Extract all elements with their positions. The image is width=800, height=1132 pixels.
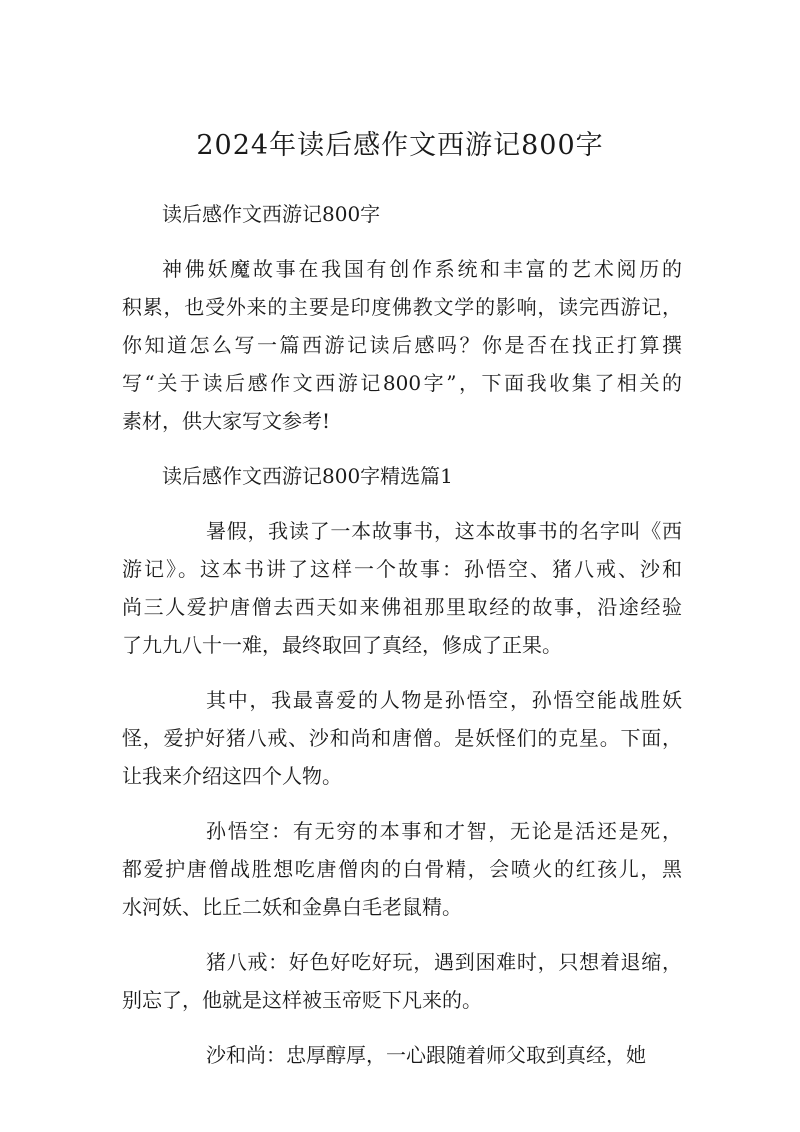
text-line: 游记》。这本书讲了这样一个故事：孙悟空、猪八戒、沙和 <box>122 557 682 581</box>
text-line: 让我来介绍这四个人物。 <box>122 764 342 788</box>
paragraph <box>122 250 682 440</box>
paragraph-gap <box>122 664 682 681</box>
paragraph-gap <box>122 1019 682 1036</box>
text-line: 别忘了，他就是这样被玉帝贬下凡来的。 <box>122 988 482 1012</box>
paragraph <box>122 943 682 1019</box>
text-line: 暑假，我读了一本故事书，这本故事书的名字叫《西 <box>206 519 682 543</box>
text-line: 其中，我最喜爱的人物是孙悟空，孙悟空能战胜妖 <box>206 688 682 712</box>
text-line: 尚三人爱护唐僧去西天如来佛祖那里取经的故事，沿途经验 <box>122 595 682 619</box>
document-body <box>122 195 682 1074</box>
text-line: 都爱护唐僧战胜想吃唐僧肉的白骨精，会喷火的红孩儿，黑 <box>122 857 682 881</box>
paragraph <box>122 512 682 664</box>
text-line: 你知道怎么写一篇西游记读后感吗？你是否在找正打算撰 <box>122 333 682 357</box>
text-line: 读后感作文西游记800字 <box>162 202 381 226</box>
paragraph-gap <box>122 440 682 457</box>
text-line: 素材，供大家写文参考! <box>122 409 331 433</box>
text-line: 读后感作文西游记800字精选篇1 <box>162 464 453 488</box>
paragraph <box>122 457 682 495</box>
paragraph <box>122 681 682 795</box>
paragraph <box>122 195 682 233</box>
text-line: 水河妖、比丘二妖和金鼻白毛老鼠精。 <box>122 895 462 919</box>
paragraph <box>122 1036 682 1074</box>
paragraph-gap <box>122 795 682 812</box>
text-line: 猪八戒：好色好吃好玩，遇到困难时，只想着退缩， <box>206 950 682 974</box>
text-line: 怪，爱护好猪八戒、沙和尚和唐僧。是妖怪们的克星。下面， <box>122 726 682 750</box>
text-line: 沙和尚：忠厚醇厚，一心跟随着师父取到真经，她 <box>206 1043 646 1067</box>
text-line: 神佛妖魔故事在我国有创作系统和丰富的艺术阅历的 <box>162 257 682 281</box>
text-line: 孙悟空：有无穷的本事和才智，无论是活还是死， <box>206 819 682 843</box>
text-line: 了九九八十一难，最终取回了真经，修成了正果。 <box>122 633 562 657</box>
paragraph-gap <box>122 926 682 943</box>
paragraph-gap <box>122 233 682 250</box>
text-line: 写“关于读后感作文西游记800字”，下面我收集了相关的 <box>122 371 682 395</box>
text-line: 积累，也受外来的主要是印度佛教文学的影响，读完西游记， <box>122 295 682 319</box>
paragraph <box>122 812 682 926</box>
paragraph-gap <box>122 495 682 512</box>
document-title: 2024年读后感作文西游记800字 <box>196 130 604 161</box>
